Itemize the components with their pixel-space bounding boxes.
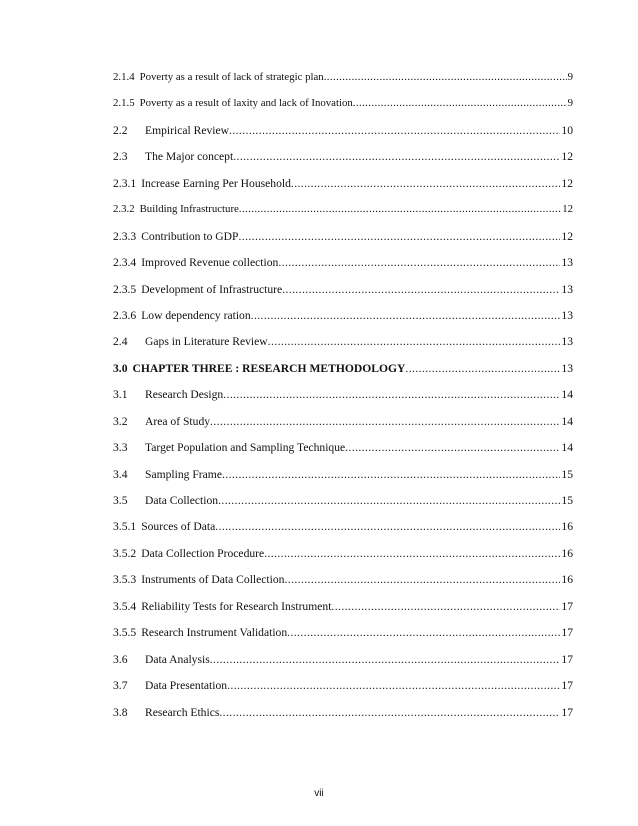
toc-title: Instruments of Data Collection bbox=[141, 574, 285, 587]
dot-leader bbox=[229, 125, 560, 137]
toc-entry-2-2[interactable] bbox=[113, 125, 573, 151]
toc-page-number: 12 bbox=[561, 177, 573, 190]
toc-title: Research Ethics bbox=[145, 706, 220, 719]
toc-number: 2.3 bbox=[113, 151, 128, 164]
toc-page-number: 13 bbox=[561, 362, 573, 375]
toc-title: Development of Infrastructure bbox=[141, 283, 283, 296]
toc-page-number: 13 bbox=[561, 257, 573, 270]
dot-leader bbox=[227, 680, 560, 692]
toc-entry-3-7[interactable] bbox=[113, 680, 573, 706]
toc-number: 3.5.3 bbox=[113, 574, 137, 587]
toc-title: Sources of Data bbox=[141, 521, 216, 534]
dot-leader bbox=[264, 548, 560, 560]
toc-entry-3-3[interactable] bbox=[113, 442, 573, 468]
toc-title: Research Design bbox=[145, 389, 224, 402]
toc-page-number: 16 bbox=[561, 574, 573, 587]
toc-page-number: 12 bbox=[561, 230, 573, 243]
toc-title: Improved Revenue collection bbox=[141, 257, 279, 270]
toc-title: Research Instrument Validation bbox=[141, 627, 288, 640]
toc-title: Target Population and Sampling Technique bbox=[145, 442, 346, 455]
dot-leader bbox=[251, 310, 561, 322]
toc-page-number: 16 bbox=[561, 547, 573, 560]
dot-leader bbox=[239, 204, 561, 215]
toc-entry-2-3[interactable] bbox=[113, 151, 573, 177]
toc-title: Data Analysis bbox=[145, 653, 210, 666]
toc-page-number: 15 bbox=[561, 495, 573, 507]
dot-leader bbox=[331, 601, 560, 613]
toc-page-number: 16 bbox=[561, 521, 573, 534]
toc-number: 3.5.5 bbox=[113, 627, 137, 640]
toc-number: 3.5.2 bbox=[113, 547, 137, 560]
dot-leader bbox=[278, 257, 560, 269]
toc-title: The Major concept bbox=[145, 151, 234, 164]
toc-title: Sampling Frame bbox=[145, 468, 222, 481]
toc-entry-2-3-6[interactable] bbox=[113, 310, 573, 336]
dot-leader bbox=[233, 151, 560, 163]
toc-entry-2-3-1[interactable] bbox=[113, 178, 573, 204]
toc-title: CHAPTER THREE : RESEARCH METHODOLOGY bbox=[132, 362, 406, 375]
toc-page-number: 17 bbox=[561, 627, 573, 640]
dot-leader bbox=[210, 416, 560, 428]
toc-entry-2-1-4[interactable] bbox=[113, 72, 573, 98]
toc-number: 2.1.4 bbox=[113, 72, 135, 83]
toc-page-number: 12 bbox=[562, 204, 573, 216]
dot-leader bbox=[222, 469, 560, 481]
toc-entry-2-3-5[interactable] bbox=[113, 284, 573, 310]
toc-title: Data Collection bbox=[145, 495, 219, 507]
toc-entry-3-2[interactable] bbox=[113, 416, 573, 442]
dot-leader bbox=[405, 363, 560, 375]
toc-entry-3-0[interactable] bbox=[113, 363, 573, 389]
toc-page-number: 13 bbox=[561, 283, 573, 296]
toc-page-number: 9 bbox=[567, 98, 573, 110]
dot-leader bbox=[218, 495, 560, 507]
toc-number: 3.5.1 bbox=[113, 521, 137, 534]
dot-leader bbox=[287, 627, 560, 639]
toc-number: 2.4 bbox=[113, 336, 128, 349]
toc-entry-3-5[interactable] bbox=[113, 495, 573, 521]
toc-entry-2-3-3[interactable] bbox=[113, 231, 573, 257]
dot-leader bbox=[291, 178, 561, 190]
dot-leader bbox=[219, 707, 560, 719]
dot-leader bbox=[284, 574, 560, 586]
toc-title: Building Infrastructure bbox=[139, 204, 239, 216]
dot-leader bbox=[210, 654, 561, 666]
toc-title: Contribution to GDP bbox=[141, 230, 239, 243]
page-number-footer: vii bbox=[314, 788, 324, 799]
toc-number: 3.2 bbox=[113, 415, 128, 428]
toc-title: Gaps in Literature Review bbox=[145, 336, 268, 349]
toc-number: 2.3.6 bbox=[113, 309, 137, 322]
toc-page-number: 17 bbox=[561, 706, 573, 719]
toc-entry-2-3-2[interactable] bbox=[113, 204, 573, 230]
toc-page-number: 9 bbox=[567, 72, 573, 83]
toc-title: Empirical Review bbox=[145, 124, 230, 137]
toc-page-number: 12 bbox=[561, 151, 573, 164]
toc-page-number: 10 bbox=[561, 124, 573, 137]
dot-leader bbox=[215, 521, 560, 533]
toc-number: 3.3 bbox=[113, 442, 128, 455]
toc-number: 3.7 bbox=[113, 680, 128, 693]
toc-title: Poverty as a result of lack of strategic plan bbox=[139, 72, 324, 83]
toc-page-number: 13 bbox=[561, 309, 573, 322]
dot-leader bbox=[282, 284, 560, 296]
toc-entry-3-1[interactable] bbox=[113, 389, 573, 415]
toc-number: 2.3.2 bbox=[113, 204, 135, 216]
toc-entry-2-1-5[interactable] bbox=[113, 98, 573, 124]
toc-number: 2.3.5 bbox=[113, 283, 137, 296]
toc-page-number: 17 bbox=[561, 653, 573, 666]
toc-title: Data Collection Procedure bbox=[141, 547, 265, 560]
toc-entry-2-3-4[interactable] bbox=[113, 257, 573, 283]
toc-entry-2-4[interactable] bbox=[113, 336, 573, 362]
toc-page-number: 14 bbox=[561, 415, 573, 428]
toc-title: Increase Earning Per Household bbox=[141, 177, 291, 190]
toc-entry-3-5-4[interactable] bbox=[113, 601, 573, 627]
toc-number: 2.3.3 bbox=[113, 230, 137, 243]
table-of-contents bbox=[113, 72, 573, 733]
toc-number: 3.6 bbox=[113, 653, 128, 666]
toc-entry-3-6[interactable] bbox=[113, 654, 573, 680]
toc-page-number: 14 bbox=[561, 442, 573, 455]
toc-page-number: 14 bbox=[561, 389, 573, 402]
toc-number: 3.8 bbox=[113, 706, 128, 719]
toc-title: Reliability Tests for Research Instrument bbox=[141, 600, 332, 613]
toc-entry-3-5-2[interactable] bbox=[113, 548, 573, 574]
toc-entry-3-5-3[interactable] bbox=[113, 574, 573, 600]
toc-page-number: 17 bbox=[561, 600, 573, 613]
toc-page-number: 13 bbox=[561, 336, 573, 349]
dot-leader bbox=[353, 98, 567, 109]
toc-page-number: 15 bbox=[561, 468, 573, 481]
toc-entry-3-8[interactable] bbox=[113, 707, 573, 733]
toc-number: 2.3.4 bbox=[113, 257, 137, 270]
dot-leader bbox=[345, 442, 560, 454]
toc-title: Area of Study bbox=[145, 415, 211, 428]
toc-entry-3-5-5[interactable] bbox=[113, 627, 573, 653]
toc-number: 3.0 bbox=[113, 362, 128, 375]
toc-page-number: 17 bbox=[561, 680, 573, 693]
toc-entry-3-5-1[interactable] bbox=[113, 521, 573, 547]
toc-entry-3-4[interactable] bbox=[113, 469, 573, 495]
toc-number: 3.5.4 bbox=[113, 600, 137, 613]
dot-leader bbox=[324, 72, 567, 83]
toc-number: 3.4 bbox=[113, 468, 128, 481]
toc-number: 3.5 bbox=[113, 495, 128, 507]
toc-number: 3.1 bbox=[113, 389, 128, 402]
toc-title: Poverty as a result of laxity and lack of Inovation bbox=[139, 98, 353, 110]
toc-title: Data Presentation bbox=[145, 680, 228, 693]
toc-title: Low dependency ration bbox=[141, 309, 251, 322]
dot-leader bbox=[238, 231, 560, 243]
toc-number: 2.2 bbox=[113, 124, 128, 137]
toc-number: 2.3.1 bbox=[113, 177, 137, 190]
dot-leader bbox=[223, 389, 560, 401]
toc-number: 2.1.5 bbox=[113, 98, 135, 110]
dot-leader bbox=[268, 336, 561, 348]
